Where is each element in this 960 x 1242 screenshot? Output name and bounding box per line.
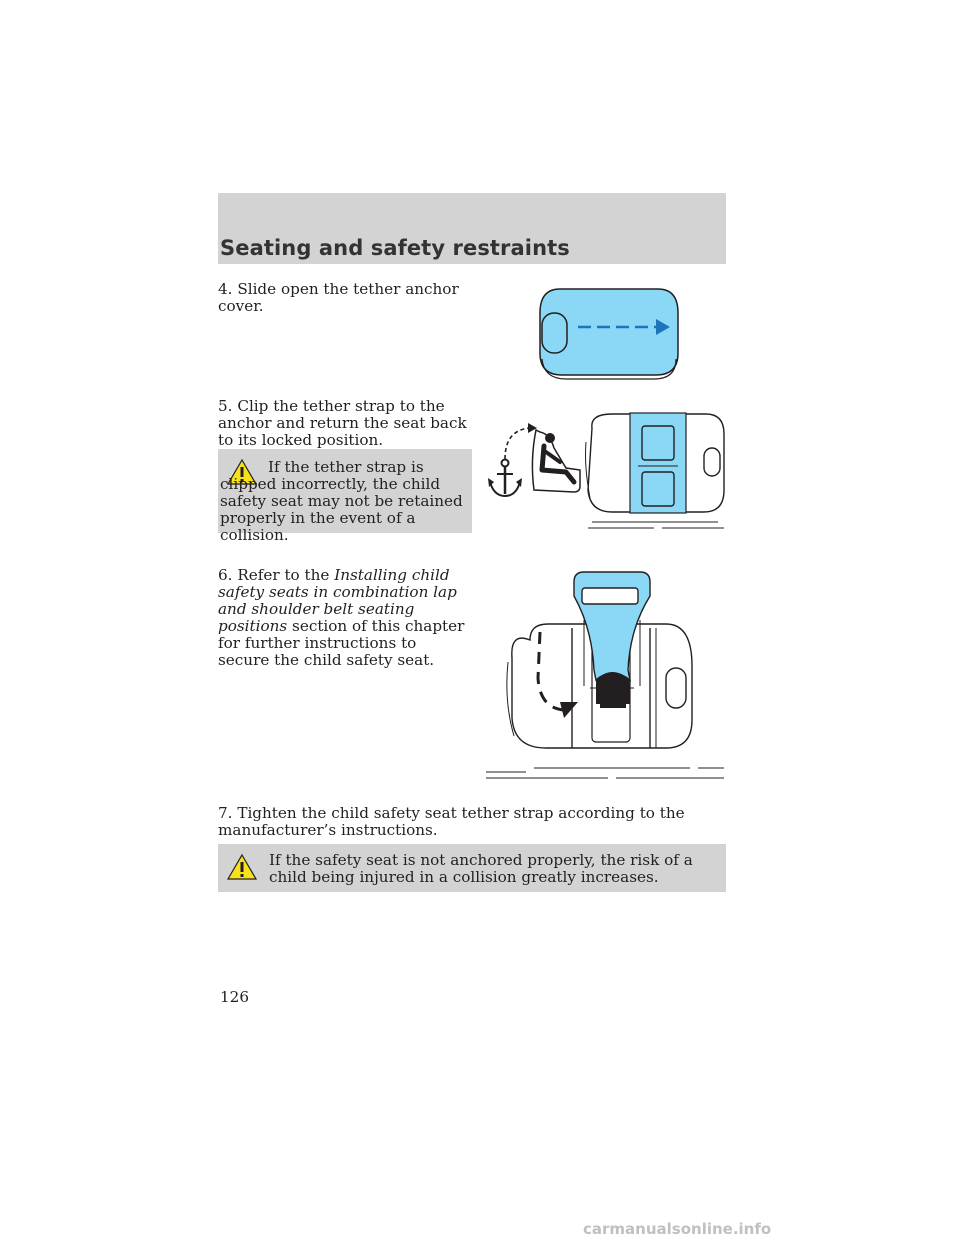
step-6-suffix: section of this chapter for further instructions to secure the child safety seat. — [218, 617, 465, 669]
page-title: Seating and safety restraints — [220, 236, 570, 260]
page-number: 126 — [220, 988, 249, 1006]
tether-anchor-cover-illustration — [536, 283, 682, 383]
step-4-text: 4. Slide open the tether anchor cover. — [218, 280, 459, 315]
step-7-text: 7. Tighten the child safety seat tether strap according to the manufacturer’s instructions. — [218, 804, 685, 839]
warning-2-text: If the safety seat is not anchored properly, the risk of a child being injured in a collision greatly increases. — [269, 851, 693, 886]
shoulder-belt-illustration — [484, 568, 728, 784]
warning-1-text: If the tether strap is clipped incorrectly, the child safety seat may not be retained properly in the event of a collision. — [220, 458, 463, 544]
watermark: carmanualsonline.info — [583, 1220, 772, 1238]
tether-strap-clip-illustration — [484, 408, 728, 534]
step-6-text — [218, 567, 470, 669]
step-5-text: 5. Clip the tether strap to the anchor and return the seat back to its locked position. — [218, 397, 467, 449]
warning-triangle-icon — [226, 853, 258, 881]
step-6-prefix: 6. Refer to the — [218, 566, 330, 584]
section-reference: Installing child safety seats in combination lap and shoulder belt seating positions — [218, 566, 457, 635]
